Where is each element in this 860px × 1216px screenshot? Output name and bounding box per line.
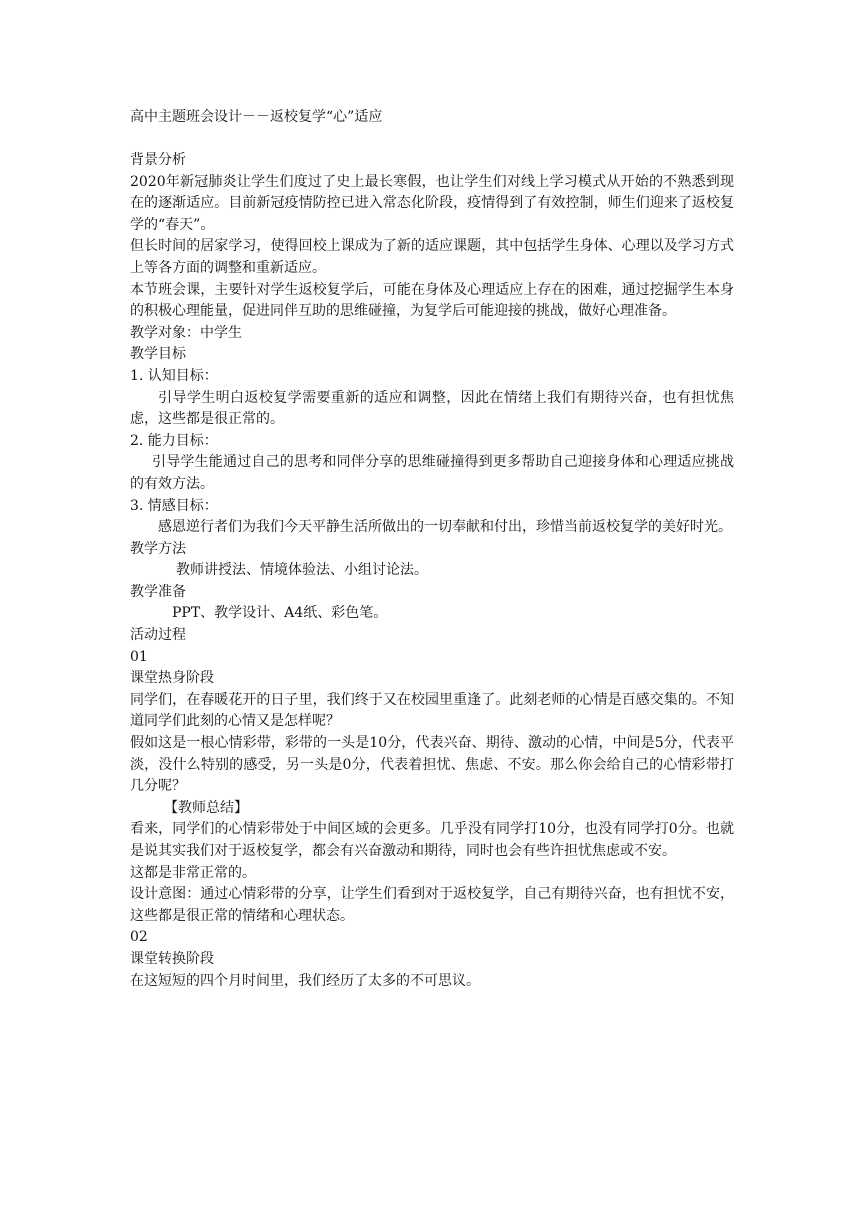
paragraph: 2020年新冠肺炎让学生们度过了史上最长寒假，也让学生们对线上学习模式从开始的不熟悉到现在的逐渐适应。目前新冠疫情防控已进入常态化阶段，疫情得到了有效控制，师生们迎来了返校复学的“春天”。 (130, 173, 734, 233)
paragraph: 但长时间的居家学习，使得回校上课成为了新的适应课题，其中包括学生身体、心理以及学习方式上等各方面的调整和重新适应。 (130, 238, 734, 276)
paragraph: 看来，同学们的心情彩带处于中间区域的会更多。几乎没有同学打10分，也没有同学打0分。也就是说其实我们对于返校复学，都会有兴奋激动和期待，同时也会有些许担忧焦虑或不安。 (130, 821, 734, 859)
paragraph: 感恩逆行者们为我们今天平静生活所做出的一切奉献和付出，珍惜当前返校复学的美好时光。 (158, 519, 732, 536)
paragraph: 引导学生明白返校复学需要重新的适应和调整，因此在情绪上我们有期待兴奋，也有担忧焦虑，这些都是很正常的。 (130, 389, 734, 428)
document-title: 高中主题班会设计－－返校复学“心”适应 (130, 109, 383, 125)
heading-process: 活动过程 (130, 627, 186, 644)
heading-preparation: 教学准备 (130, 583, 186, 600)
heading-goals: 教学目标 (130, 346, 186, 363)
heading-background: 背景分析 (130, 152, 186, 168)
teacher-summary-label: 【教师总结】 (164, 799, 248, 816)
paragraph: 本节班会课，主要针对学生返校复学后，可能在身体及心理适应上存在的困难，通过挖掘学生本身的积极心理能量，促进同伴互助的思维碰撞，为复学后可能迎接的挑战，做好心理准备。 (130, 281, 734, 320)
paragraph: 设计意图：通过心情彩带的分享，让学生们看到对于返校复学，自己有期待兴奋，也有担忧不安，这些都是很正常的情绪和心理状态。 (130, 886, 734, 924)
goal-heading-emotion: 3. 情感目标： (130, 497, 218, 514)
paragraph: 教师讲授法、情境体验法、小组讨论法。 (176, 562, 428, 579)
heading-methods: 教学方法 (130, 540, 186, 557)
section-number: 02 (130, 929, 148, 946)
paragraph: 引导学生能通过自己的思考和同伴分享的思维碰撞得到更多帮助自己迎接身体和心理适应挑战的有效方法。 (130, 454, 734, 492)
teaching-target-line: 教学对象：中学生 (130, 324, 242, 341)
goal-heading-ability: 2. 能力目标： (130, 432, 218, 449)
paragraph: 假如这是一根心情彩带，彩带的一头是10分，代表兴奋、期待、激动的心情，中间是5分，代表平淡，没什么特别的感受，另一头是0分，代表着担忧、焦虑、不安。那么你会给自己的心情彩带打几分呢？ (130, 735, 734, 795)
goal-heading-cognitive: 1. 认知目标： (130, 367, 218, 384)
section-number: 01 (130, 648, 148, 665)
paragraph: 在这短短的四个月时间里，我们经历了太多的不可思议。 (130, 972, 480, 989)
paragraph: 这都是非常正常的。 (130, 864, 256, 881)
section-heading: 课堂转换阶段 (130, 950, 214, 967)
paragraph: 同学们，在春暖花开的日子里，我们终于又在校园里重逢了。此刻老师的心情是百感交集的。不知道同学们此刻的心情又是怎样呢？ (130, 691, 734, 730)
section-heading: 课堂热身阶段 (130, 670, 214, 687)
document-body (130, 150, 734, 992)
paragraph: PPT、教学设计、A4纸、彩色笔。 (172, 605, 388, 622)
